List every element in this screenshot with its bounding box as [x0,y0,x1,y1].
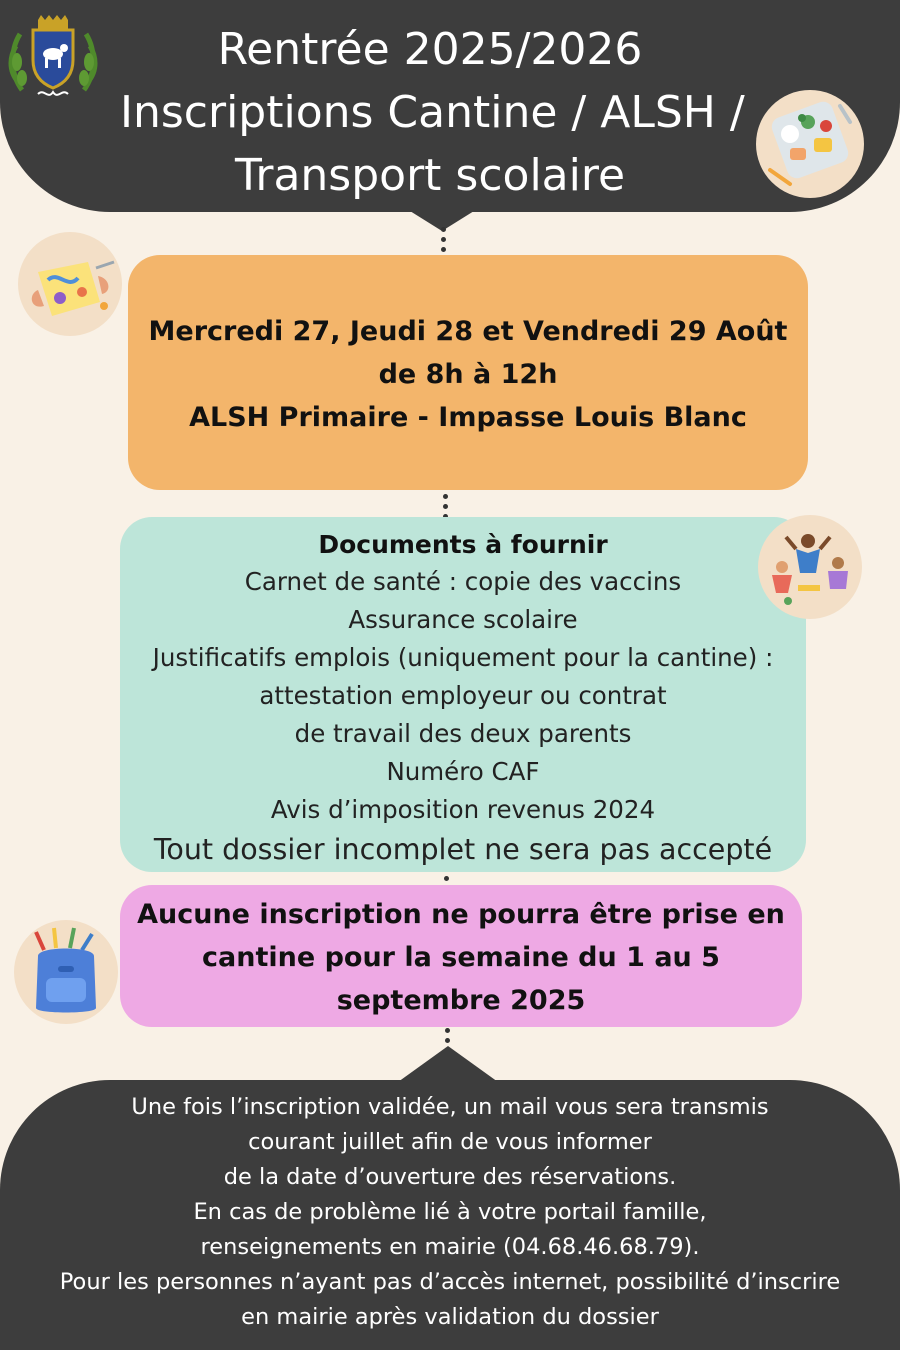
footer-line: renseignements en mairie (04.68.46.68.79). [200,1234,700,1260]
footer-line: de la date d’ouverture des réservations. [223,1164,677,1190]
documents-title: Documents à fournir [318,530,608,559]
footer-line: Une fois l’inscription validée, un mail vous sera transmis [131,1094,769,1120]
incomplete-warning: Tout dossier incomplet ne sera pas accepté [153,833,773,866]
document-item: attestation employeur ou contrat [259,681,667,710]
title-line: Rentrée 2025/2026 [217,24,643,75]
document-item: Assurance scolaire [348,605,578,634]
footer-line: en mairie après validation du dossier [241,1304,659,1330]
town-logo [8,12,98,102]
document-item: Carnet de santé : copie des vaccins [244,567,682,596]
footer-line: courant juillet afin de vous informer [248,1129,652,1155]
connector-dots [445,1028,451,1048]
crafts-icon [18,232,122,336]
footer-notch [398,1046,498,1082]
children-illustration [758,515,862,619]
title-line: Inscriptions Cantine / ALSH / [120,87,745,138]
dates-line: Mercredi 27, Jeudi 28 et Vendredi 29 Août [148,316,788,347]
notice-box [120,885,802,1027]
document-item: de travail des deux parents [294,719,632,748]
connector-dots [441,227,447,257]
children-playing-icon [758,515,862,619]
notice-line: Aucune inscription ne pourra être prise en [137,899,785,930]
documents-box [120,517,806,872]
notice-line: cantine pour la semaine du 1 au 5 [202,942,720,973]
backpack-illustration [14,920,118,1024]
notice-line: septembre 2025 [336,985,586,1016]
lunch-tray-icon [756,90,864,198]
crafts-illustration [18,232,122,336]
dates-line: ALSH Primaire - Impasse Louis Blanc [189,402,747,433]
dates-line: de 8h à 12h [378,359,558,390]
title-line: Transport scolaire [234,150,626,201]
footer-line: Pour les personnes n’ayant pas d’accès internet, possibilité d’inscrire [59,1269,841,1295]
document-item: Numéro CAF [386,757,540,786]
page-title [120,18,745,207]
backpack-icon [14,920,118,1024]
dates-box [128,255,808,490]
lunch-plate-illustration [756,90,864,198]
document-item: Justificatifs emplois (uniquement pour la cantine) : [152,643,774,672]
footer-info [0,1090,900,1335]
document-item: Avis d’imposition revenus 2024 [270,795,656,824]
footer-line: En cas de problème lié à votre portail famille, [193,1199,707,1225]
